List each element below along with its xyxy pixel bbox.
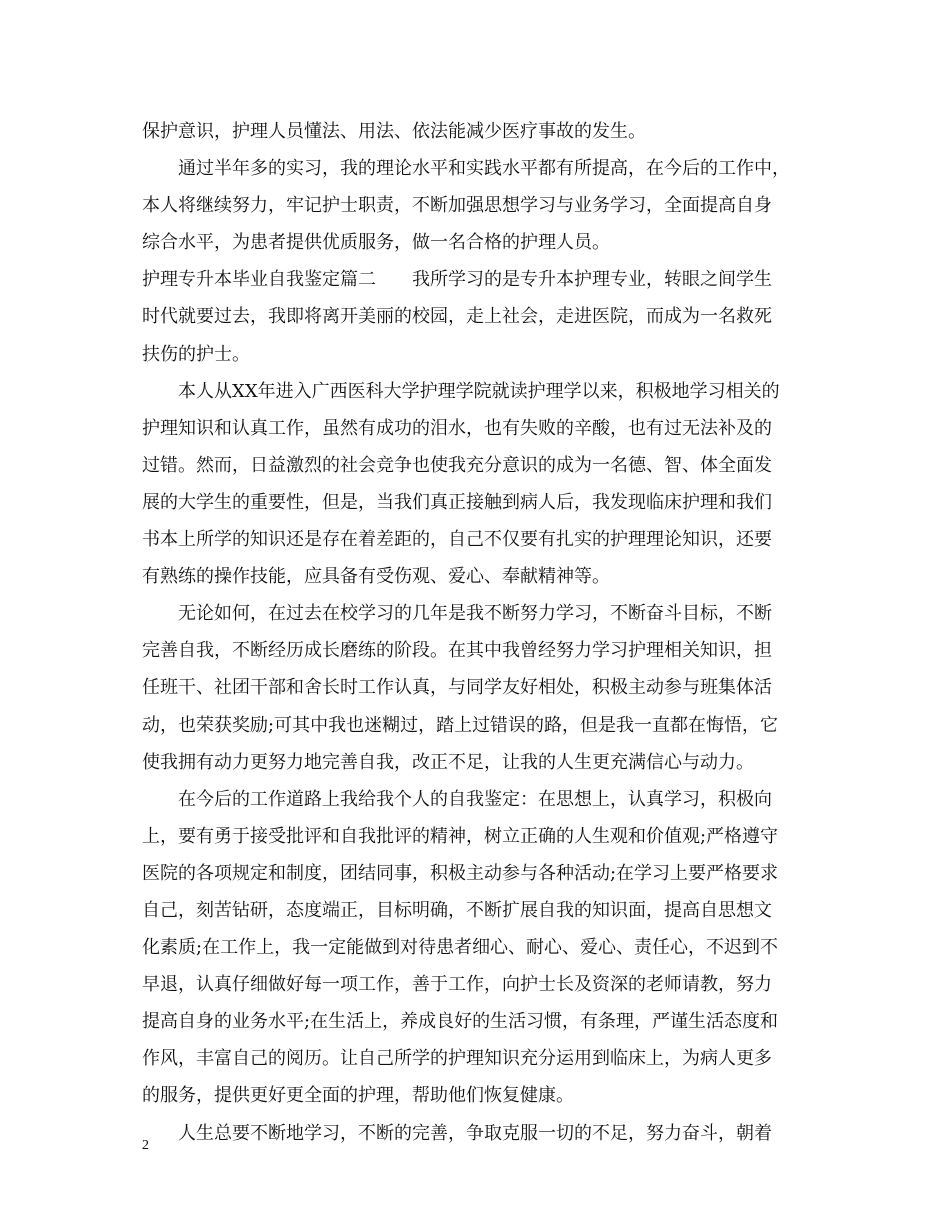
text-line: 人生总要不断地学习，不断的完善，争取克服一切的不足，努力奋斗，朝着 (178, 1122, 772, 1144)
document-body (142, 113, 812, 1152)
text-line: 保护意识，护理人员懂法、用法、依法能减少医疗事故的发生。 (142, 121, 646, 142)
paragraph-legal-awareness (142, 113, 812, 150)
text-line: 护理专升本毕业自我鉴定篇二 我所学习的是专升本护理专业，转眼之间学生 (142, 269, 772, 291)
text-line: 自己，刻苦钻研，态度端正，目标明确，不断扩展自我的知识面，提高自思想文 (142, 899, 772, 921)
text-line: 本人将继续努力，牢记护士职责，不断加强思想学习与业务学习，全面提高自身 (142, 195, 772, 217)
text-line: 无论如何，在过去在校学习的几年是我不断努力学习，不断奋斗目标，不断 (178, 603, 772, 625)
paragraph-future-goals (142, 781, 812, 1115)
text-line: 综合水平，为患者提供优质服务，做一名合格的护理人员。 (142, 232, 610, 254)
paragraph-internship-summary (142, 150, 812, 261)
text-line: 作风，丰富自己的阅历。让自己所学的护理知识充分运用到临床上，为病人更多 (142, 1048, 772, 1070)
text-line: 展的大学生的重要性，但是，当我们真正接触到病人后，我发现临床护理和我们 (142, 491, 772, 513)
text-line: 在今后的工作道路上我给我个人的自我鉴定：在思想上，认真学习，积极向 (178, 788, 772, 810)
text-line: 扶伤的护士。 (142, 343, 250, 365)
text-line: 提高自身的业务水平;在生活上，养成良好的生活习惯，有条理，严谨生活态度和 (142, 1011, 779, 1033)
text-line: 过错。然而，日益激烈的社会竞争也使我充分意识的成为一名德、智、体全面发 (142, 454, 772, 476)
text-line: 任班干、社团干部和舍长时工作认真，与同学友好相处，积极主动参与班集体活 (142, 677, 772, 699)
text-line: 上，要有勇于接受批评和自我批评的精神，树立正确的人生观和价值观;严格遵守 (142, 825, 779, 847)
text-line: 有熟练的操作技能，应具备有受伤观、爱心、奉献精神等。 (142, 566, 610, 588)
text-line: 使我拥有动力更努力地完善自我，改正不足，让我的人生更充满信心与动力。 (142, 751, 754, 773)
text-line: 护理知识和认真工作，虽然有成功的泪水，也有失败的辛酸，也有过无法补及的 (142, 417, 772, 439)
text-line: 的服务，提供更好更全面的护理，帮助他们恢复健康。 (142, 1085, 574, 1107)
paragraph-closing (142, 1115, 812, 1152)
text-line: 化素质;在工作上，我一定能做到对待患者细心、耐心、爱心、责任心，不迟到不 (142, 937, 779, 959)
text-line: 书本上所学的知识还是存在着差距的，自己不仅要有扎实的护理理论知识，还要 (142, 529, 772, 551)
text-line: 本人从XX年进入广西医科大学护理学院就读护理学以来，积极地学习相关的 (178, 380, 780, 402)
text-line: 动，也荣获奖励;可其中我也迷糊过，踏上过错误的路，但是我一直都在悔悟，它 (142, 714, 779, 736)
text-line: 早退，认真仔细做好每一项工作，善于工作，向护士长及资深的老师请教，努力 (142, 974, 772, 996)
paragraph-self-improvement (142, 595, 812, 780)
paragraph-university-study (142, 373, 812, 596)
page-number: 2 (142, 1138, 149, 1153)
text-line: 时代就要过去，我即将离开美丽的校园，走上社会，走进医院，而成为一名救死 (142, 306, 772, 328)
text-line: 通过半年多的实习，我的理论水平和实践水平都有所提高，在今后的工作中， (178, 158, 790, 180)
text-line: 完善自我，不断经历成长磨练的阶段。在其中我曾经努力学习护理相关知识，担 (142, 640, 772, 662)
paragraph-section-two-intro (142, 261, 812, 372)
text-line: 医院的各项规定和制度，团结同事，积极主动参与各种活动;在学习上要严格要求 (142, 862, 779, 884)
